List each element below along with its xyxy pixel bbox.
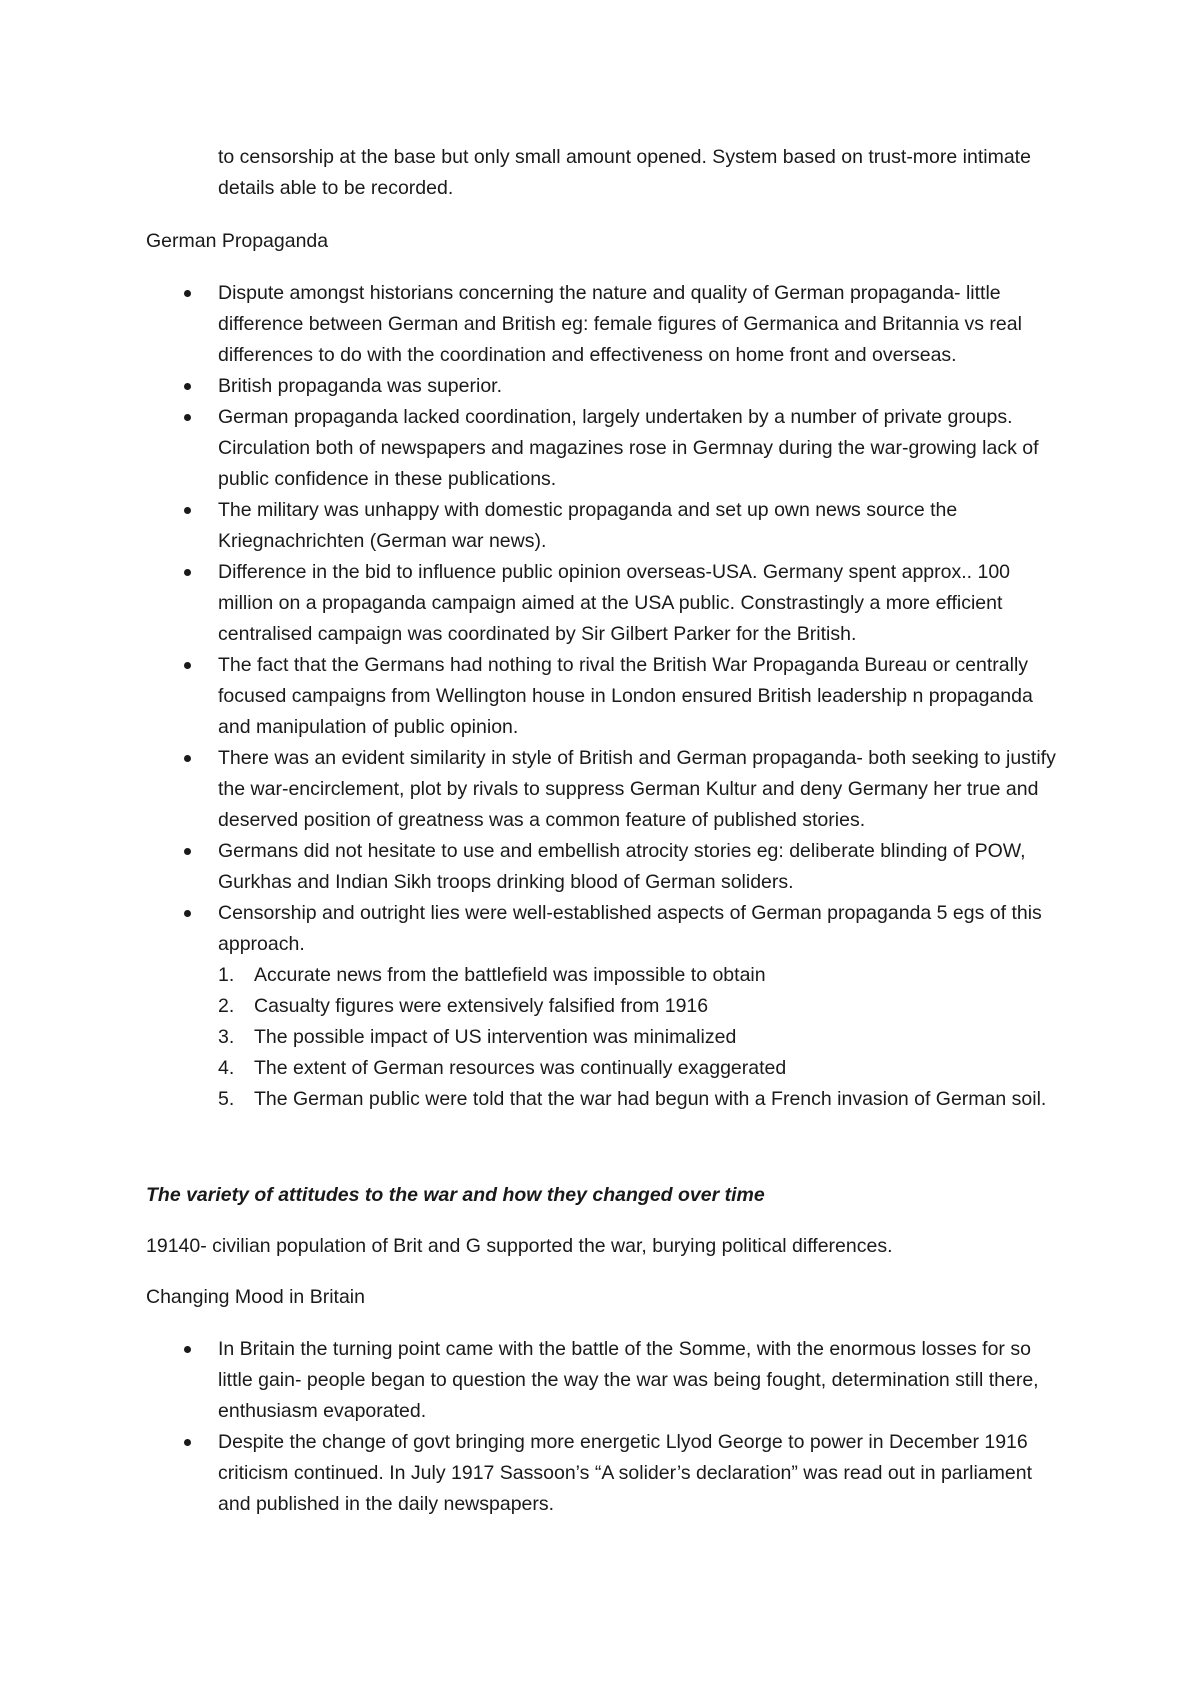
numbered-item <box>218 1053 1060 1084</box>
list-item-text: British propaganda was superior. <box>218 375 502 397</box>
bullet-icon <box>184 383 191 390</box>
bullet-icon <box>184 569 191 576</box>
bullet-icon <box>184 755 191 762</box>
intro-continuation-paragraph: to censorship at the base but only small amount opened. System based on trust-more intimate details able to be recorded. <box>218 146 1031 199</box>
list-item-text: The fact that the Germans had nothing to rival the British War Propaganda Bureau or centrally focused campaigns from Wellington house in London ensured British leadership n propaganda and manipulation of public opinion. <box>218 654 1033 738</box>
bullet-icon <box>184 290 191 297</box>
attitudes-paragraph: 19140- civilian population of Brit and G supported the war, burying political differences. <box>146 1235 893 1257</box>
numbered-item-text: Accurate news from the battlefield was impossible to obtain <box>254 964 766 986</box>
list-item <box>0 278 1060 371</box>
item-number: 1. <box>218 964 235 986</box>
list-item <box>0 898 1060 1115</box>
numbered-item <box>218 960 1060 991</box>
list-item <box>0 650 1060 743</box>
section-heading-changing-mood: Changing Mood in Britain <box>146 1286 365 1308</box>
list-item <box>0 557 1060 650</box>
list-item-text: Germans did not hesitate to use and embellish atrocity stories eg: deliberate blinding of POW, Gurkhas and Indian Sikh troops drinking blood of German soliders. <box>218 840 1026 893</box>
list-item <box>0 402 1060 495</box>
numbered-item <box>218 991 1060 1022</box>
item-number: 2. <box>218 995 235 1017</box>
list-item <box>0 371 1060 402</box>
section-heading-attitudes: The variety of attitudes to the war and how they changed over time <box>146 1184 765 1206</box>
bullet-icon <box>184 1439 191 1446</box>
numbered-item-text: The extent of German resources was continually exaggerated <box>254 1057 787 1079</box>
german-propaganda-bullet-list <box>0 278 1100 1115</box>
list-item-text: There was an evident similarity in style of British and German propaganda- both seeking to justify the war-encirclement, plot by rivals to suppress German Kultur and deny Germany her true and deserved position of greatness was a common feature of published stories. <box>218 747 1056 831</box>
list-item-text: Difference in the bid to influence public opinion overseas-USA. Germany spent approx.. 100 million on a propaganda campaign aimed at the USA public. Constrastingly a more efficient centralised campaign was coordinated by Sir Gilbert Parker for the British. <box>218 561 1011 645</box>
item-number: 5. <box>218 1088 235 1110</box>
numbered-item-text: The German public were told that the war had begun with a French invasion of German soil. <box>254 1088 1047 1110</box>
list-item <box>0 1334 1060 1427</box>
section-heading-german-propaganda: German Propaganda <box>146 230 329 252</box>
bullet-icon <box>184 910 191 917</box>
list-item-text: Dispute amongst historians concerning the nature and quality of German propaganda- little difference between German and British eg: female figures of Germanica and Britannia vs real differences to do with the coordination and effectiveness on home front and overseas. <box>218 282 1022 366</box>
numbered-examples-list <box>218 960 1060 1115</box>
changing-mood-bullet-list <box>0 1334 1100 1520</box>
numbered-item <box>218 1084 1060 1115</box>
item-number: 3. <box>218 1026 235 1048</box>
bullet-icon <box>184 507 191 514</box>
list-item-text: Despite the change of govt bringing more energetic Llyod George to power in December 1916 criticism continued. In July 1917 Sassoon’s “A solider’s declaration” was read out in parliament and published in the daily newspapers. <box>218 1431 1033 1515</box>
bullet-icon <box>184 414 191 421</box>
bullet-icon <box>184 848 191 855</box>
item-number: 4. <box>218 1057 235 1079</box>
list-item <box>0 836 1060 898</box>
bullet-icon <box>184 662 191 669</box>
list-item-text: Censorship and outright lies were well-established aspects of German propaganda 5 egs of this approach. <box>218 902 1042 955</box>
list-item <box>0 743 1060 836</box>
list-item-text: In Britain the turning point came with the battle of the Somme, with the enormous losses for so little gain- people began to question the way the war was being fought, determination still there, enthusiasm evaporated. <box>218 1338 1039 1422</box>
list-item-text: The military was unhappy with domestic propaganda and set up own news source the Kriegnachrichten (German war news). <box>218 499 958 552</box>
list-item <box>0 1427 1060 1520</box>
numbered-item <box>218 1022 1060 1053</box>
list-item <box>0 495 1060 557</box>
numbered-item-text: The possible impact of US intervention was minimalized <box>254 1026 737 1048</box>
list-item-text: German propaganda lacked coordination, largely undertaken by a number of private groups. Circulation both of newspapers and magazines rose in Germnay during the war-growing lack of public confidence in these publications. <box>218 406 1039 490</box>
numbered-item-text: Casualty figures were extensively falsified from 1916 <box>254 995 709 1017</box>
bullet-icon <box>184 1346 191 1353</box>
